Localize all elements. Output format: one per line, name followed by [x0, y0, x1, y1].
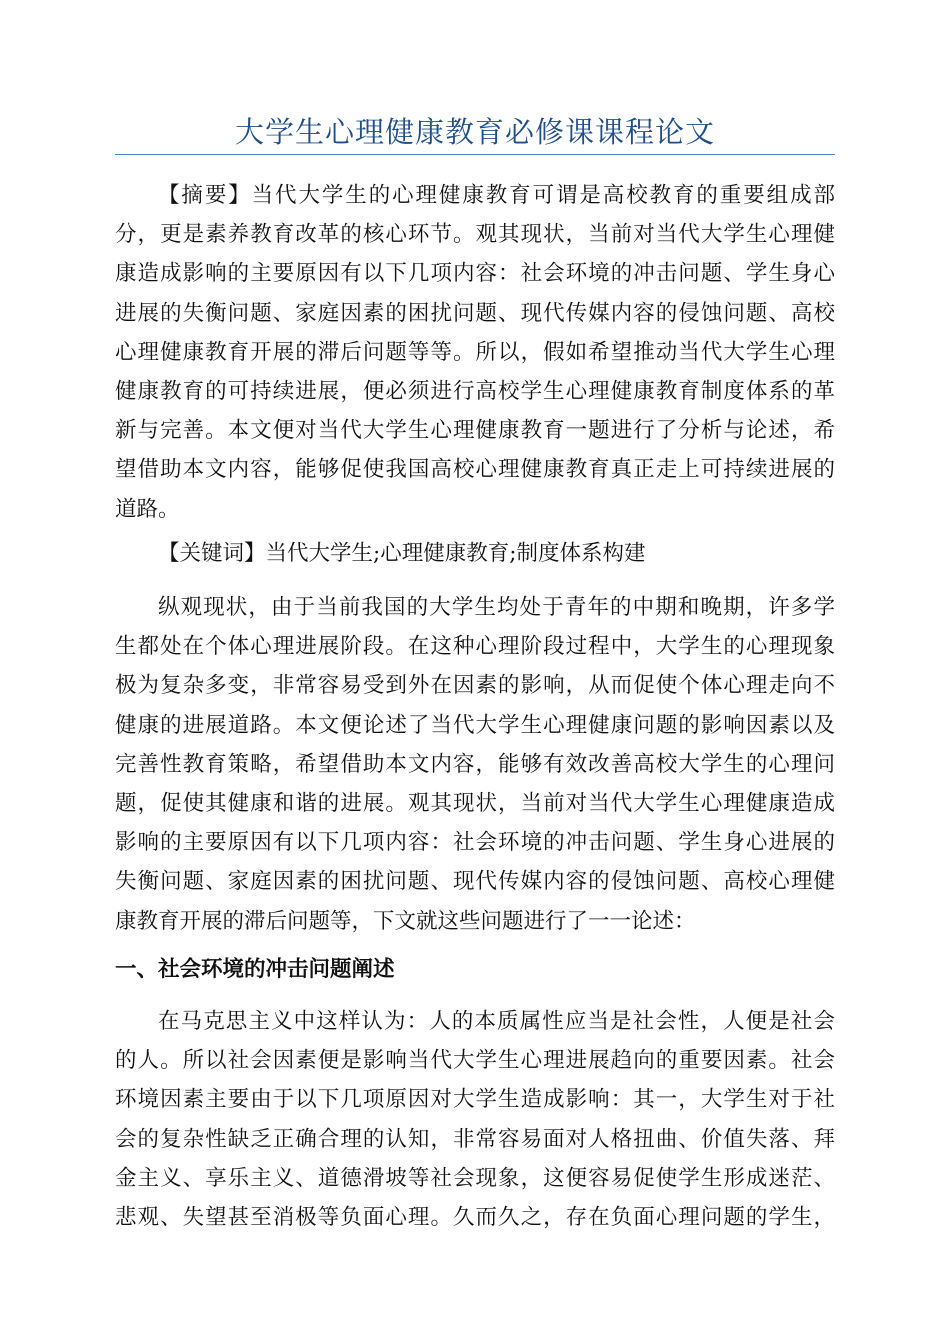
abstract-line: 道路。 — [115, 496, 180, 522]
section1-line: 会的复杂性缺乏正确合理的认知，非常容易面对人格扭曲、价值失落、拜 — [115, 1126, 835, 1152]
abstract-line: 进展的失衡问题、家庭因素的困扰问题、现代传媒内容的侵蚀问题、高校 — [115, 300, 835, 326]
section-heading: 一、社会环境的冲击问题阐述 — [115, 957, 395, 982]
section1-paragraph — [115, 1002, 835, 1237]
intro-line: 题，促使其健康和谐的进展。观其现状，当前对当代大学生心理健康造成 — [115, 791, 835, 817]
abstract-line: 心理健康教育开展的滞后问题等等。所以，假如希望推动当代大学生心理 — [115, 339, 835, 365]
section1-line: 环境因素主要由于以下几项原因对大学生造成影响：其一，大学生对于社 — [115, 1087, 835, 1113]
section1-line: 的人。所以社会因素便是影响当代大学生心理进展趋向的重要因素。社会 — [115, 1048, 835, 1074]
intro-line: 完善性教育策略，希望借助本文内容，能够有效改善高校大学生的心理问 — [115, 751, 835, 777]
intro-line: 康教育开展的滞后问题等，下文就这些问题进行了一一论述： — [115, 908, 696, 934]
keywords-line: 【关键词】当代大学生;心理健康教育;制度体系构建 — [158, 541, 646, 566]
intro-line: 失衡问题、家庭因素的困扰问题、现代传媒内容的侵蚀问题、高校心理健 — [115, 869, 835, 895]
abstract-line: 【摘要】当代大学生的心理健康教育可谓是高校教育的重要组成部 — [158, 183, 835, 208]
title-underline — [115, 154, 835, 155]
keywords-paragraph — [115, 534, 835, 573]
abstract-line: 健康教育的可持续进展，便必须进行高校学生心理健康教育制度体系的革 — [115, 379, 835, 405]
section1-line: 金主义、享乐主义、道德滑坡等社会现象，这便容易促使学生形成迷茫、 — [115, 1165, 835, 1191]
abstract-line: 分，更是素养教育改革的核心环节。观其现状，当前对当代大学生心理健 — [115, 222, 835, 248]
abstract-line: 康造成影响的主要原因有以下几项内容：社会环境的冲击问题、学生身心 — [115, 261, 835, 287]
intro-paragraph — [115, 588, 835, 941]
abstract-paragraph — [115, 176, 835, 529]
intro-line: 影响的主要原因有以下几项内容：社会环境的冲击问题、学生身心进展的 — [115, 830, 835, 856]
page-title: 大学生心理健康教育必修课课程论文 — [234, 115, 715, 149]
intro-line: 健康的进展道路。本文便论述了当代大学生心理健康问题的影响因素以及 — [115, 712, 835, 738]
intro-line: 纵观现状，由于当前我国的大学生均处于青年的中期和晚期，许多学 — [158, 595, 835, 620]
section1-line: 在马克思主义中这样认为：人的本质属性应当是社会性，人便是社会 — [158, 1009, 835, 1034]
section1-line: 悲观、失望甚至消极等负面心理。久而久之，存在负面心理问题的学生， — [115, 1205, 835, 1231]
abstract-line: 望借助本文内容，能够促使我国高校心理健康教育真正走上可持续进展的 — [115, 457, 835, 483]
intro-line: 极为复杂多变，非常容易受到外在因素的影响，从而促使个体心理走向不 — [115, 673, 835, 699]
abstract-line: 新与完善。本文便对当代大学生心理健康教育一题进行了分析与论述，希 — [115, 418, 835, 444]
intro-line: 生都处在个体心理进展阶段。在这种心理阶段过程中，大学生的心理现象 — [115, 634, 835, 660]
